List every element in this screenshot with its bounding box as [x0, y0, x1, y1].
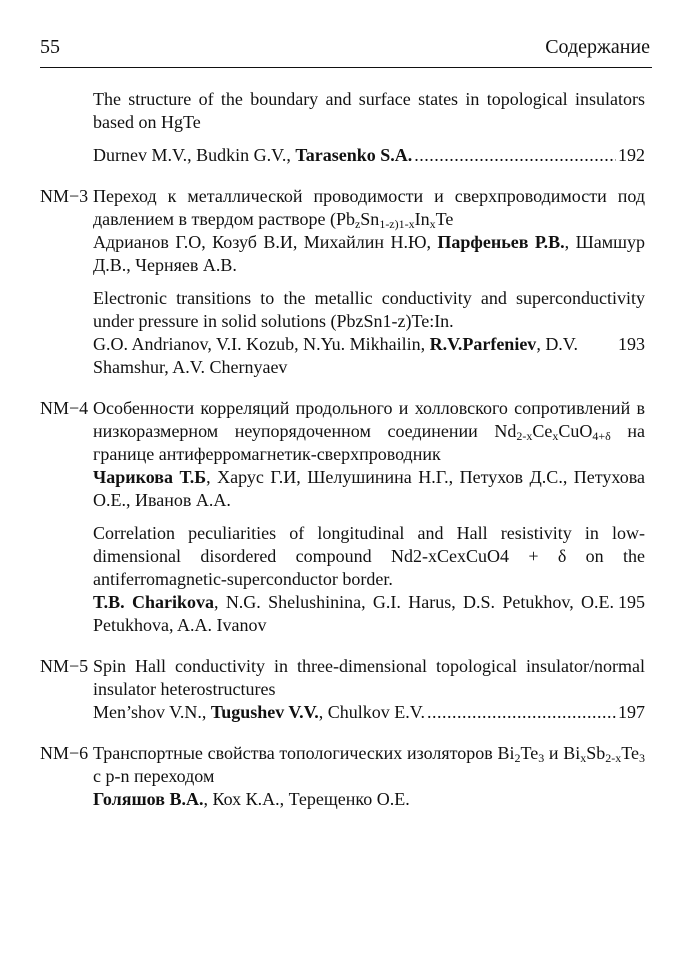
toc-entry — [0, 655, 686, 724]
entry-authors-ru: Адрианов Г.О, Козуб В.И, Михайлин Н.Ю, Парфеньев Р.В., Шамшур Д.В., Черняев А.В. — [93, 232, 646, 275]
entry-authors: Men’shov V.N., Tugushev V.V., Chulkov E.V. ..... 197 — [93, 701, 645, 724]
dot-leader — [427, 701, 616, 724]
entry-code: NM−3 — [40, 186, 89, 206]
page-ref[interactable]: 192 — [618, 145, 645, 165]
presenting-author: Голяшов В.А. — [93, 789, 204, 809]
entry-authors-ru: Голяшов В.А., Кох К.А., Терещенко О.Е. — [93, 789, 410, 809]
entry-title-en: Correlation peculiarities of longitudinal and Hall resistivity in low-dimensional disordered compound Nd2-xCexCuO4 + δ on the antiferromagnetic-superconductor border. — [93, 523, 645, 589]
entry-title-ru: Переход к металлической проводимости и сверхпроводимости под давлением в твердом растворе ($Pb_zSn_{1-z)1-x}In_xTe$ — [93, 186, 645, 231]
presenting-author: Tugushev V.V. — [210, 702, 319, 722]
presenting-author: Парфеньев Р.В. — [437, 232, 565, 252]
entry-code: NM−6 — [40, 743, 89, 763]
entry-authors-en: G.O. Andrianov, V.I. Kozub, N.Yu. Mikhailin, R.V.Parfeniev, D.V. Shamshur, A.V. Chernyaev 193 — [93, 334, 645, 377]
presenting-author: R.V.Parfeniev — [429, 334, 537, 354]
entry-code: NM−5 — [40, 656, 89, 676]
toc-list — [0, 88, 686, 829]
page-ref[interactable]: 193 — [618, 334, 645, 354]
running-title: Содержание — [545, 36, 650, 58]
entry-authors — [93, 144, 645, 167]
entry-title-en: Electronic transitions to the metallic conductivity and superconductivity under pressure in solid solutions (PbzSn1-z)Te:In. — [93, 288, 645, 331]
page-number: 55 — [40, 36, 60, 58]
entry-title-ru: Транспортные свойства топологических изоляторов $Bi_2Te_3$ и $Bi_xSb_{2-x}Te_3$ с p-n переходом — [93, 743, 646, 786]
page-ref[interactable]: 197 — [618, 702, 645, 722]
entry-authors-en: T.B. Charikova, N.G. Shelushinina, G.I. Harus, D.S. Petukhov, O.E. Petukhova, A.A. Ivanov 195 — [93, 592, 645, 635]
presenting-author: Tarasenko S.A. — [295, 145, 413, 165]
page-ref[interactable]: 195 — [618, 592, 645, 612]
entry-title: The structure of the boundary and surface states in topological insulators based on HgTe — [93, 89, 645, 132]
entry-code: NM−4 — [40, 398, 89, 418]
dot-leader — [414, 144, 616, 167]
page-header — [40, 36, 650, 62]
presenting-author: Чарикова Т.Б — [93, 467, 207, 487]
presenting-author: T.B. Charikova — [93, 592, 214, 612]
toc-entry — [0, 185, 686, 379]
authors-text: Durnev M.V., Budkin G.V., — [93, 145, 296, 165]
toc-entry — [0, 742, 686, 811]
entry-authors-ru: Чарикова Т.Б, Харус Г.И, Шелушинина Н.Г., Петухов Д.С., Петухова О.Е., Иванов А.А. — [93, 467, 645, 510]
toc-entry — [0, 397, 686, 637]
entry-title: Spin Hall conductivity in three-dimensional topological insulator/normal insulator heterostructures — [93, 656, 645, 699]
toc-entry — [0, 88, 686, 167]
header-rule — [40, 67, 652, 68]
entry-title-ru: Особенности корреляций продольного и холловского сопротивлений в низкоразмерном неупорядоченном соединении $Nd_{2-x}Ce_xCuO_{4+\delta}$ на границе антиферромагнетик-сверхпроводник — [93, 398, 645, 464]
